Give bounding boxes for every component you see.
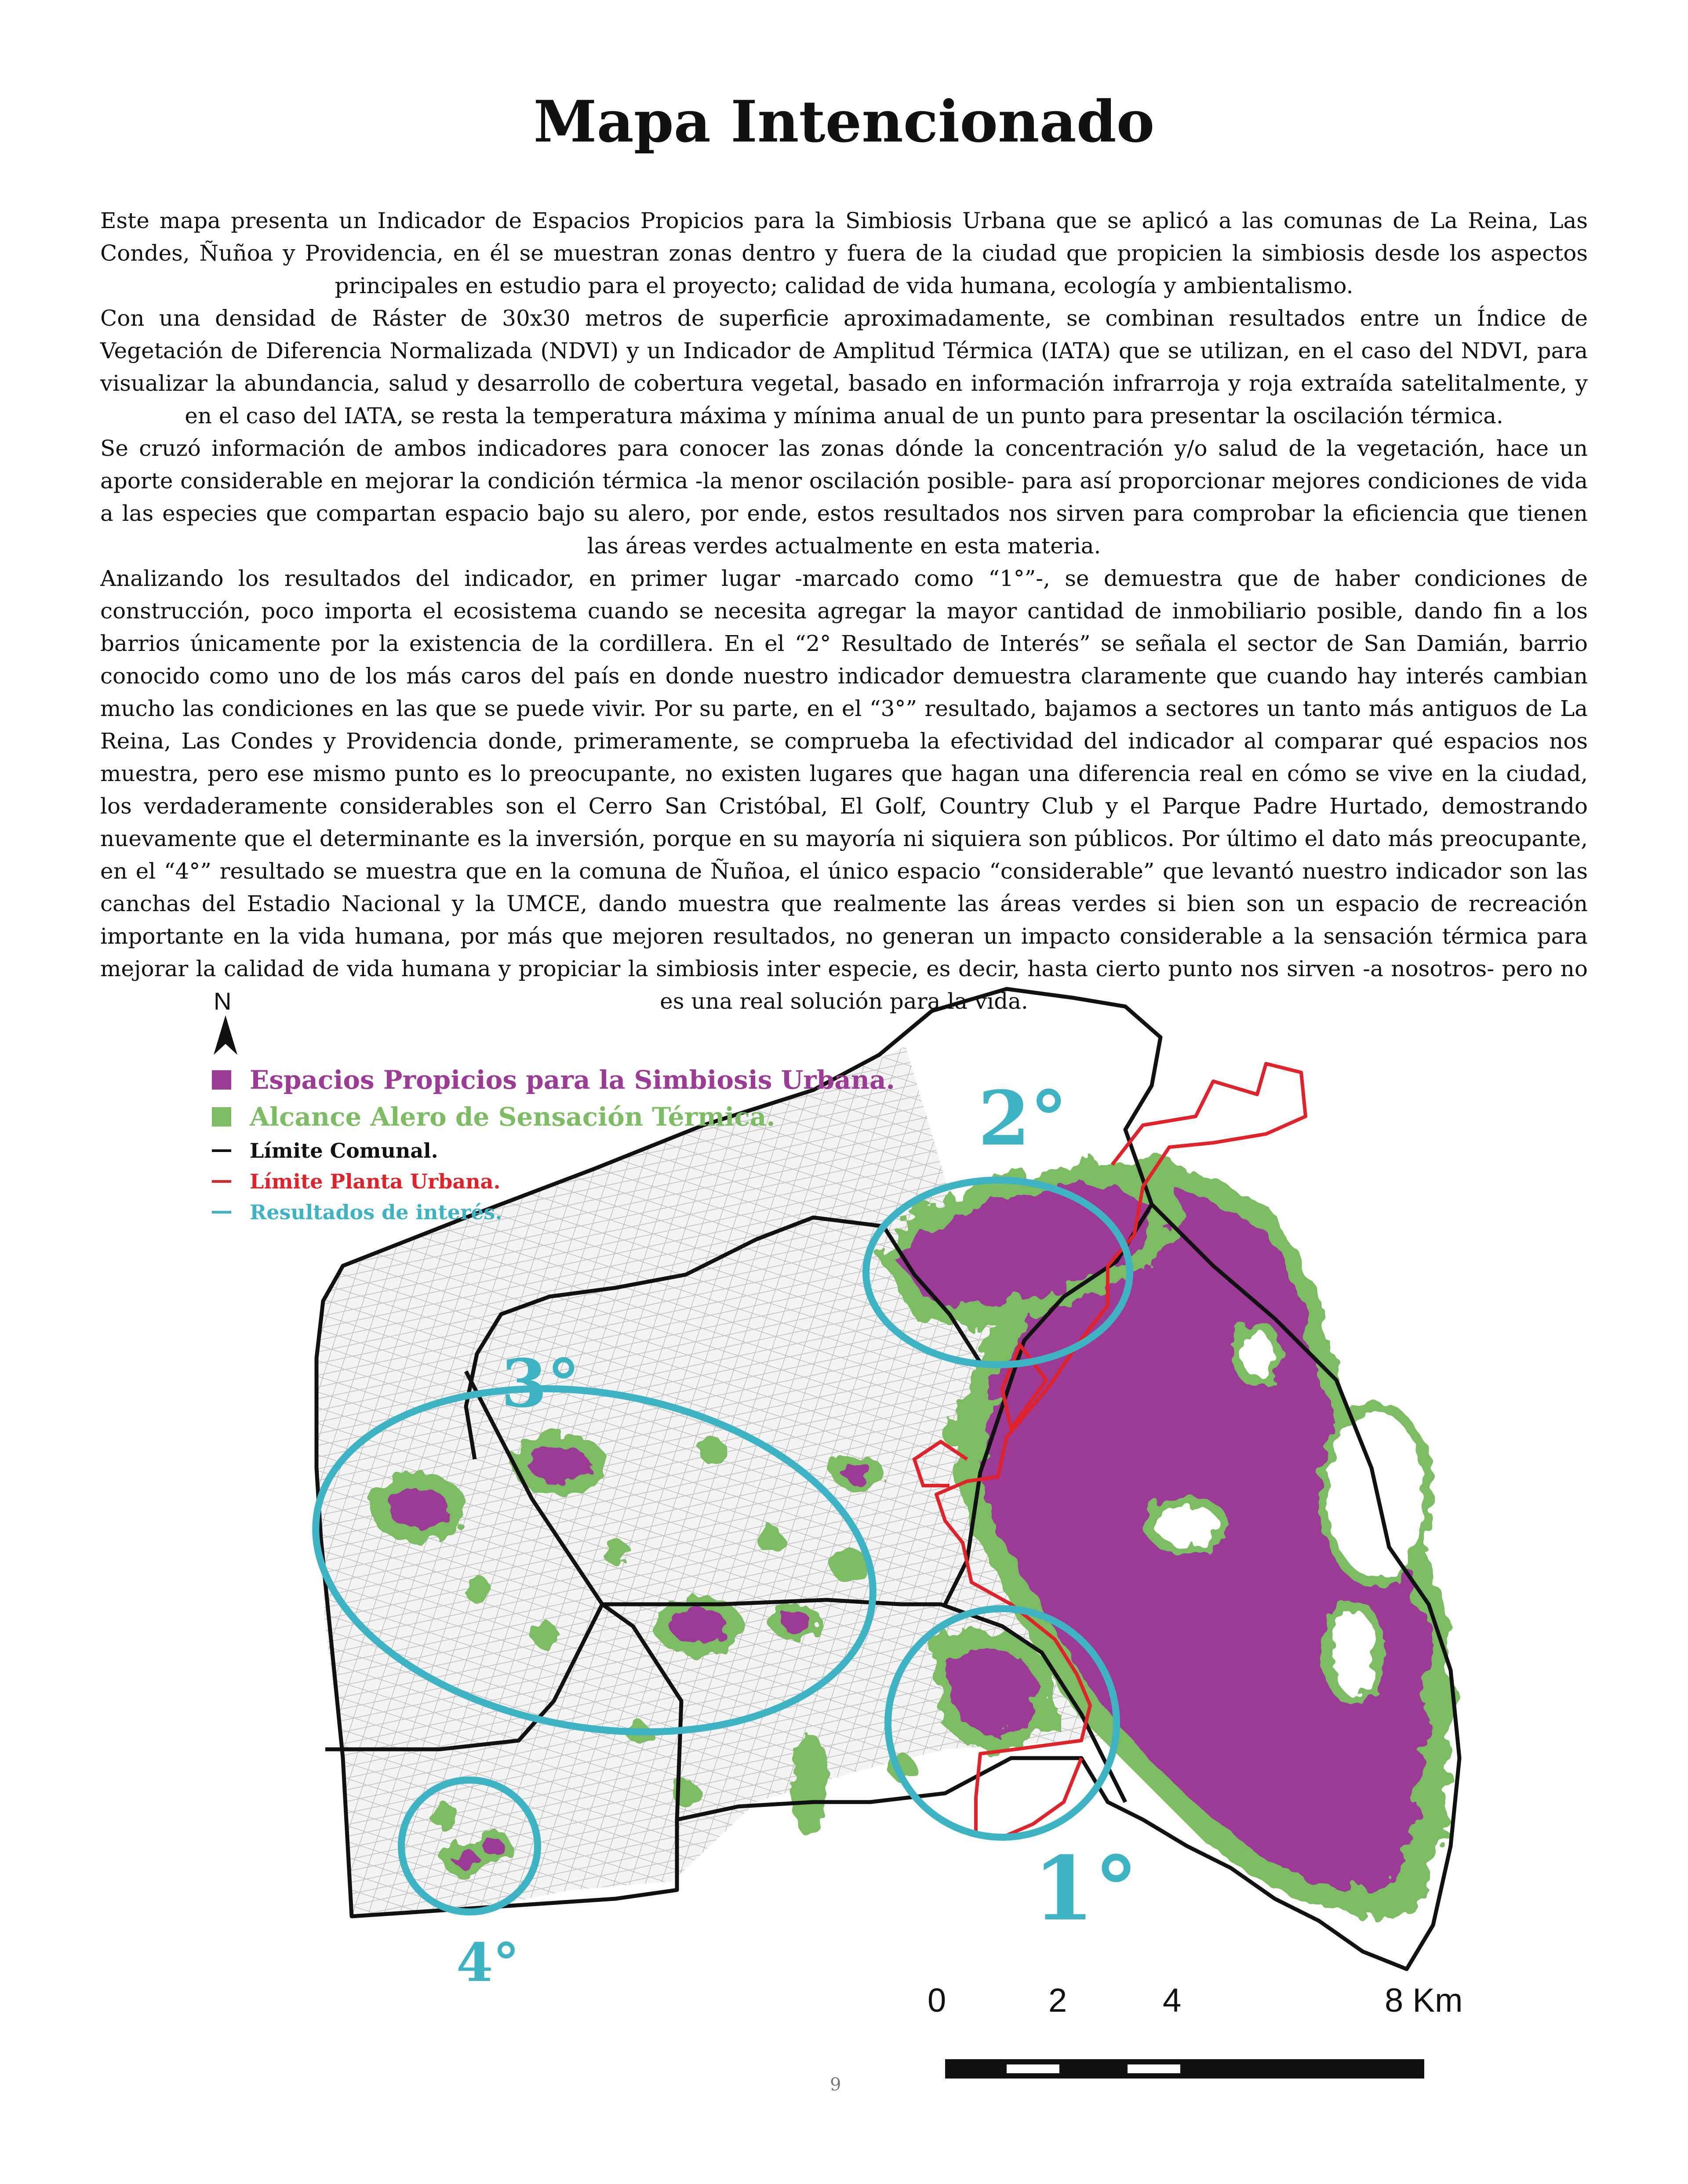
legend-commune-limit <box>212 1135 895 1166</box>
paragraph-1: Este mapa presenta un Indicador de Espacios Propicios para la Simbiosis Urbana que se aplicó a las comunas de La Reina, Las Condes, Ñuñoa y Providencia, en él se muestran zonas dentro y fuera de la ciudad que propicien la simbiosis desde los aspectos principales en estudio para el proyecto; calidad de vida humana, ecología y ambientalismo. <box>100 208 1588 298</box>
scale-bar <box>945 2059 1424 2079</box>
paragraph-4: Analizando los resultados del indicador, en primer lugar -marcado como “1°”-, se demuestra que de haber condiciones de construcción, poco importa el ecosistema cuando se necesita agregar la mayor cantidad de inmobiliario posible, dando fin a los barrios únicamente por la existencia de la cordillera. En el “2° Resultado de Interés” se señala el sector de San Damián, barrio conocido como uno de los más caros del país en donde nuestro indicador demuestra claramente que cuando hay interés cambian mucho las condiciones en las que se puede vivir. Por su parte, en el “3°” resultado, bajamos a sectores un tanto más antiguos de La Reina, Las Condes y Providencia donde, primeramente, se comprueba la efectividad del indicador al comparar qué espacios nos muestra, pero ese mismo punto es lo preocupante, no existen lugares que hagan una diferencia real en cómo se vive en la ciudad, los verdaderamente considerables son el Cerro San Cristóbal, El Golf, Country Club y el Parque Padre Hurtado, demostrando nuevamente que el determinante es la inversión, porque en su mayoría ni siquiera son públicos. Por último el dato más preocupante, en el “4°” resultado se muestra que en la comuna de Ñuñoa, el único espacio “considerable” que levantó nuestro indicador son las canchas del Estadio Nacional y la UMCE, dando muestra que realmente las áreas verdes si bien son un espacio de recreación importante en la vida humana, por más que mejoren resultados, no generan un impacto considerable a la sensación térmica para mejorar la calidad de vida humana y propiciar la simbiosis inter especie, es decir, hasta cierto punto nos sirven -a nosotros- pero no es una real solución para la vida. <box>100 566 1588 1014</box>
legend-urban-limit <box>212 1166 895 1197</box>
paragraph-3: Se cruzó información de ambos indicadores para conocer las zonas dónde la concentración y/o salud de la vegetación, hace un aporte considerable en mejorar la condición térmica -la menor oscilación posible- para así proporcionar mejores condiciones de vida a las especies que compartan espacio bajo su alero, por ende, estos resultados nos sirven para comprobar la eficiencia que tienen las áreas verdes actualmente en esta materia. <box>100 436 1588 559</box>
paragraph-2: Con una densidad de Ráster de 30x30 metros de superficie aproximadamente, se combinan resultados entre un Índice de Vegetación de Diferencia Normalizada (NDVI) y un Indicador de Amplitud Térmica (IATA) que se utilizan, en el caso del NDVI, para visualizar la abundancia, salud y desarrollo de cobertura vegetal, basado en información infrarroja y roja extraída satelitalmente, y en el caso del IATA, se resta la temperatura máxima y mínima anual de un punto para presentar la oscilación térmica. <box>100 305 1588 429</box>
result-label-1: 1° <box>1033 1837 1139 1941</box>
legend-label: Resultados de interés. <box>250 1200 502 1224</box>
north-label: N <box>214 987 232 1015</box>
legend-swatch-green <box>212 1107 231 1127</box>
legend-swatch-purple <box>212 1070 231 1090</box>
legend-line-red <box>212 1180 231 1183</box>
page-title: Mapa Intencionado <box>533 88 1155 155</box>
result-label-3: 3° <box>501 1345 580 1422</box>
north-arrow-icon <box>214 1015 237 1055</box>
legend-results <box>212 1197 895 1228</box>
scale-tick-0: 0 <box>928 1982 946 2019</box>
legend-line-cyan <box>212 1211 231 1214</box>
result-label-2: 2° <box>978 1075 1068 1163</box>
result-label-4: 4° <box>456 1932 520 1994</box>
legend-label: Límite Planta Urbana. <box>250 1170 501 1193</box>
scale-tick-2: 2 <box>1048 1982 1067 2019</box>
legend-vegetation <box>212 1061 895 1098</box>
page-number: 9 <box>830 2075 841 2095</box>
legend-label: Alcance Alero de Sensación Térmica. <box>250 1102 775 1132</box>
scale-tick-4: 4 <box>1163 1982 1182 2019</box>
legend-label: Límite Comunal. <box>250 1139 438 1163</box>
scale-tick-8: 8 Km <box>1385 1982 1463 2019</box>
legend-label: Espacios Propicios para la Simbiosis Urbana. <box>250 1065 895 1095</box>
legend-buffer <box>212 1098 895 1135</box>
map-legend <box>212 1061 895 1228</box>
legend-line-black <box>212 1149 231 1152</box>
